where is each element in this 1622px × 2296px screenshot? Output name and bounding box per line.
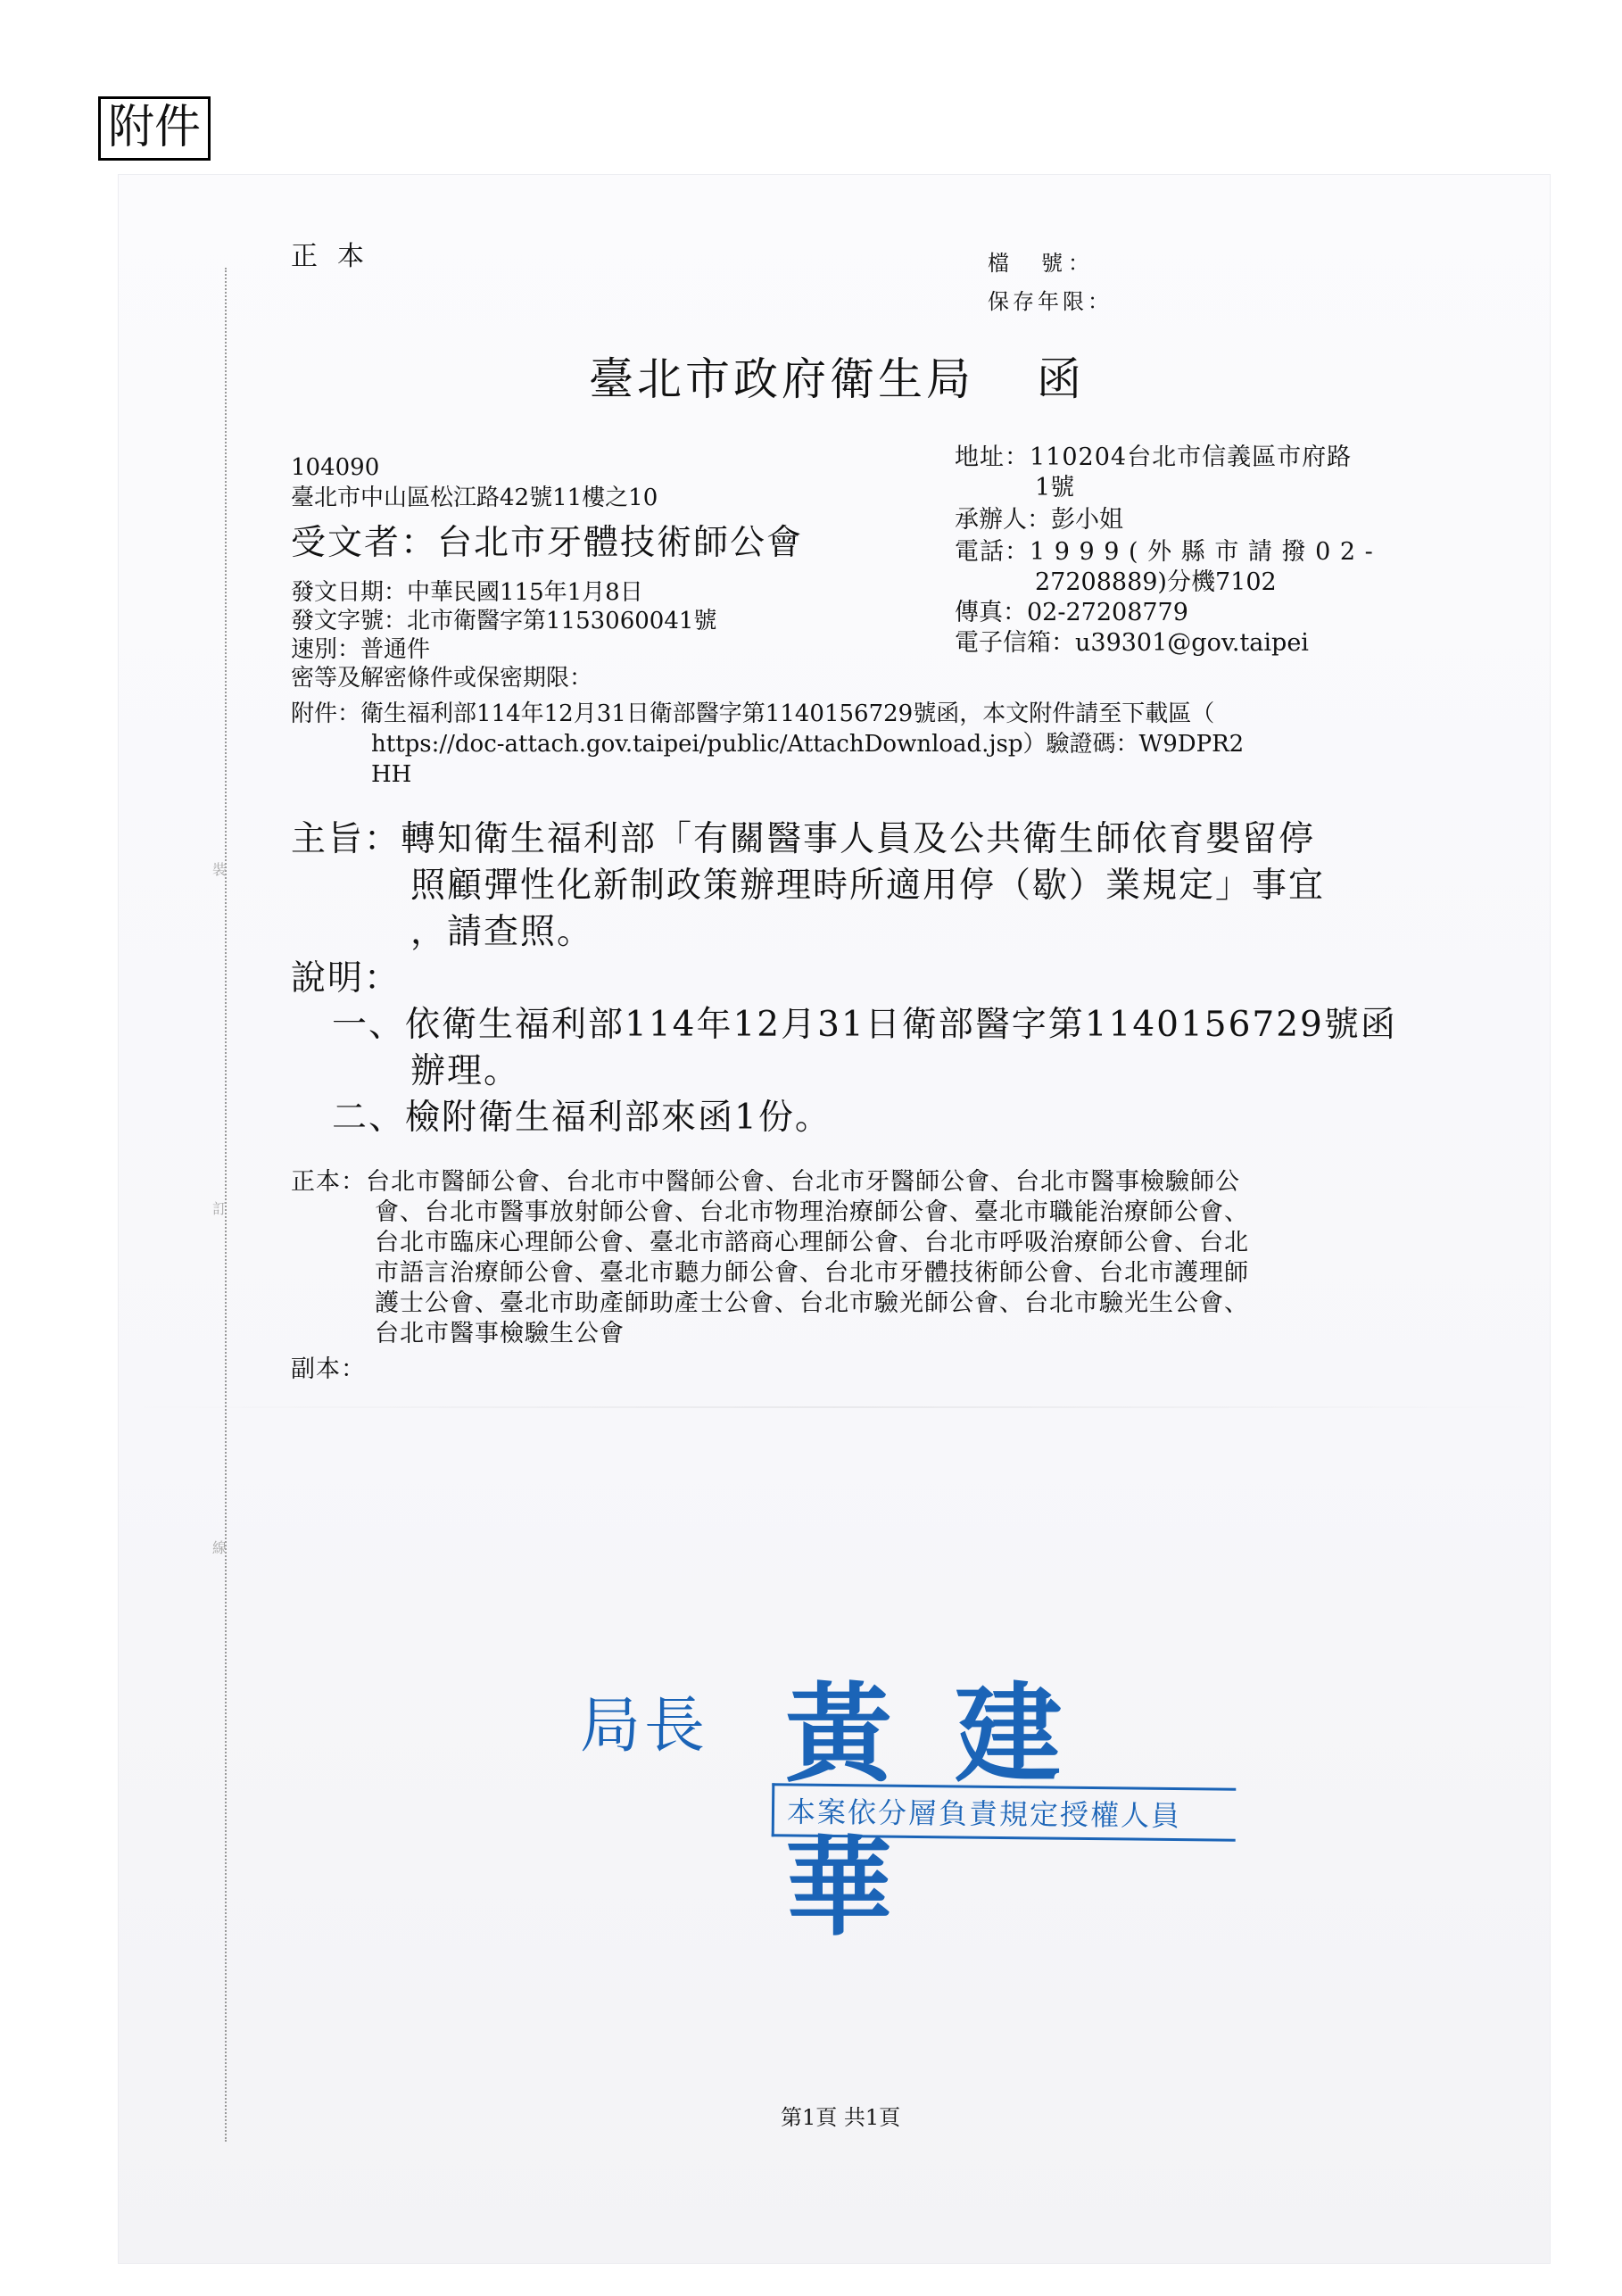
binding-mark-line: 線 [212, 1539, 228, 1556]
copy-recipients: 副本： [291, 1355, 366, 1383]
issue-number: 發文字號：北市衛醫字第1153060041號 [291, 608, 717, 634]
cc-line-1: 正本：台北市醫師公會、台北市中醫師公會、台北市牙醫師公會、台北市醫事檢驗師公 [291, 1168, 1240, 1196]
sender-fax: 傳真：02-27208779 [955, 599, 1188, 626]
binding-mark-staple: 訂 [212, 1200, 228, 1217]
attachment-line-1: 附件：衛生福利部114年12月31日衛部醫字第1140156729號函，本文附件請至下載區（ [291, 700, 1215, 727]
sender-phone-2: 27208889)分機7102 [1035, 568, 1277, 596]
sender-email: 電子信箱：u39301@gov.taipei [955, 629, 1309, 657]
document-type: 函 [1037, 353, 1085, 405]
secrecy-level: 密等及解密條件或保密期限： [291, 665, 593, 692]
signatory-name-seal: 黃建華 [785, 1671, 1124, 1951]
cc-line-3: 台北市臨床心理師公會、臺北市諮商心理師公會、台北市呼吸治療師公會、台北 [375, 1229, 1249, 1256]
attachment-tag: 附件 [98, 96, 211, 161]
document-title [589, 344, 1085, 408]
page-footer: 第1頁 共1頁 [781, 2105, 901, 2130]
recipient-postal-code: 104090 [291, 454, 380, 481]
cc-line-6: 台北市醫事檢驗生公會 [375, 1320, 625, 1347]
fold-line [119, 1406, 1550, 1408]
attachment-download-link[interactable]: https://doc-attach.gov.taipei/public/AttachDownload.jsp）驗證碼：W9DPR2 [371, 731, 1245, 758]
subject-line-1: 主旨：轉知衛生福利部「有關醫事人員及公共衛生師依育嬰留停 [291, 819, 1316, 859]
recipient-address: 臺北市中山區松江路42號11樓之10 [291, 485, 658, 511]
subject-line-2: 照顧彈性化新制政策辦理時所適用停（歇）業規定」事宜 [410, 866, 1326, 906]
subject-line-3: ，請查照。 [410, 912, 594, 952]
attachment-line-3: HH [371, 761, 412, 788]
cc-line-4: 市語言治療師公會、臺北市聽力師公會、台北市牙體技術師公會、台北市護理師 [375, 1259, 1249, 1287]
description-item-2: 二、檢附衛生福利部來函1份。 [332, 1098, 832, 1138]
sender-address-2: 1號 [1035, 474, 1075, 501]
signatory-title: 局長 [580, 1691, 709, 1761]
recipient-name: 受文者：台北市牙體技術師公會 [291, 523, 804, 563]
retention-label: 保存年限： [988, 289, 1113, 314]
sender-phone-1: 電話：1 9 9 9 ( 外 縣 市 請 撥 0 2 - [955, 538, 1374, 566]
sender-handler: 承辦人：彭小姐 [955, 506, 1123, 534]
sender-address-1: 地址：110204台北市信義區市府路 [955, 443, 1353, 471]
issue-date: 發文日期：中華民國115年1月8日 [291, 579, 643, 606]
copy-type: 正本 [291, 241, 384, 272]
issuer-name: 臺北市政府衛生局 [589, 353, 974, 405]
cc-line-2: 會、台北市醫事放射師公會、台北市物理治療師公會、臺北市職能治療師公會、 [375, 1198, 1249, 1226]
description-item-1-line-1: 一、依衛生福利部114年12月31日衛部醫字第1140156729號函 [332, 1005, 1397, 1045]
delivery-speed: 速別：普通件 [291, 636, 431, 663]
binding-mark-bind: 裝 [212, 861, 228, 878]
cc-line-5: 護士公會、臺北市助產師助產士公會、台北市驗光師公會、台北市驗光生公會、 [375, 1289, 1249, 1317]
description-heading: 說明： [291, 958, 401, 999]
delegation-stamp: 本案依分層負責規定授權人員 [772, 1783, 1237, 1841]
doc-number-label: 檔 號： [988, 251, 1095, 276]
description-item-1-line-2: 辦理。 [410, 1051, 521, 1091]
